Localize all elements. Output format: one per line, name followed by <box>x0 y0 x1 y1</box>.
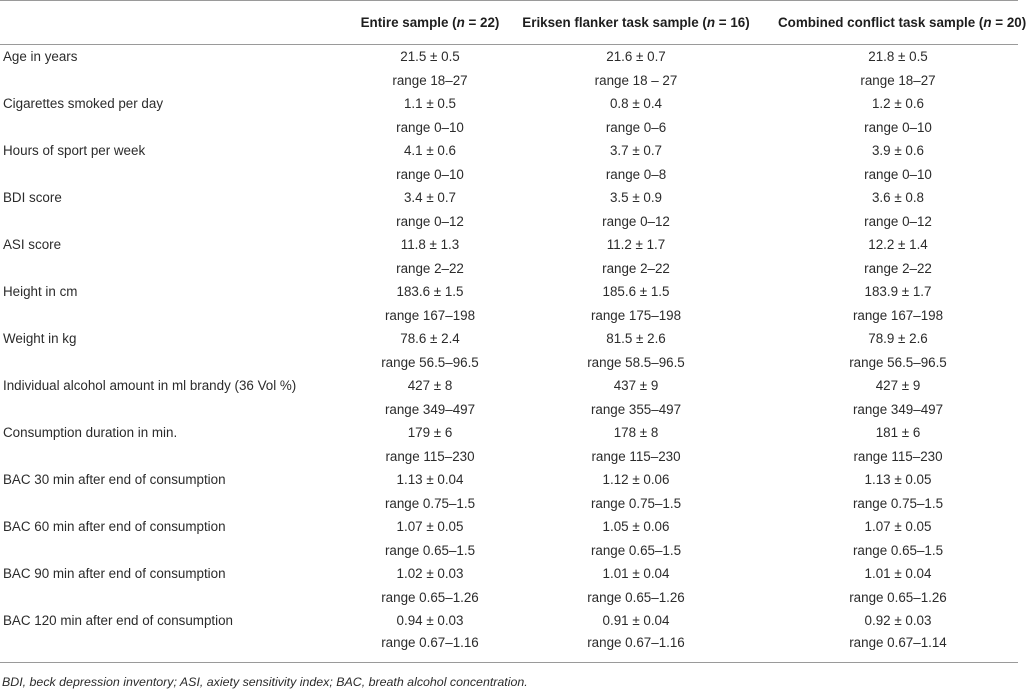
mean-sem-combined: 0.92 ± 0.03 <box>864 613 932 629</box>
mean-sem-combined: 3.9 ± 0.6 <box>871 143 925 159</box>
row-label: BDI score <box>3 190 62 206</box>
range-entire: range 0.67–1.16 <box>318 633 506 663</box>
range-combined: range 167–198 <box>852 307 944 323</box>
range-combined: range 349–497 <box>852 401 944 417</box>
table-row <box>0 515 1018 539</box>
row-label: Cigarettes smoked per day <box>3 96 164 112</box>
row-label-blank <box>0 116 318 140</box>
row-label: Hours of sport per week <box>3 143 146 159</box>
mean-sem-entire: 11.8 ± 1.3 <box>400 237 460 253</box>
row-label-blank <box>0 539 318 563</box>
row-label: BAC 90 min after end of consumption <box>3 566 226 582</box>
mean-sem-eriksen: 437 ± 9 <box>613 378 659 394</box>
mean-sem-entire: 179 ± 6 <box>407 425 453 441</box>
range-combined: range 18–27 <box>860 72 936 88</box>
mean-sem-combined: 1.13 ± 0.05 <box>864 472 932 488</box>
mean-sem-eriksen: 0.91 ± 0.04 <box>602 613 670 629</box>
row-label-blank <box>0 351 318 375</box>
row-label-blank <box>0 398 318 422</box>
row-label: BAC 120 min after end of consumption <box>3 613 234 629</box>
mean-sem-entire: 21.5 ± 0.5 <box>400 49 460 65</box>
range-combined: range 0.75–1.5 <box>852 495 944 511</box>
row-label-blank <box>0 163 318 187</box>
range-eriksen: range 115–230 <box>591 448 681 464</box>
range-combined: range 115–230 <box>853 448 943 464</box>
range-eriksen: range 175–198 <box>590 307 682 323</box>
table-row-range <box>0 398 1018 422</box>
table-header-row <box>0 1 1018 45</box>
table-row <box>0 186 1018 210</box>
table-row-range <box>0 163 1018 187</box>
range-entire: range 0–12 <box>396 213 464 229</box>
mean-sem-eriksen: 11.2 ± 1.7 <box>606 237 666 253</box>
mean-sem-eriksen: 1.01 ± 0.04 <box>602 566 670 582</box>
mean-sem-eriksen: 1.05 ± 0.06 <box>602 519 670 535</box>
row-label: BAC 60 min after end of consumption <box>3 519 226 535</box>
header-entire-sample: Entire sample (n = 22) <box>318 1 506 45</box>
mean-sem-combined: 1.07 ± 0.05 <box>864 519 932 535</box>
row-label: Age in years <box>3 49 78 65</box>
range-entire: range 56.5–96.5 <box>381 354 479 370</box>
row-label-blank <box>0 586 318 610</box>
table-row <box>0 609 1018 633</box>
mean-sem-entire: 1.02 ± 0.03 <box>396 566 464 582</box>
row-label: ASI score <box>3 237 62 253</box>
table-row <box>0 468 1018 492</box>
range-entire: range 0.65–1.26 <box>381 589 479 605</box>
range-eriksen: range 0–12 <box>602 213 670 229</box>
mean-sem-eriksen: 21.6 ± 0.7 <box>606 49 666 65</box>
table-row <box>0 139 1018 163</box>
range-entire: range 0.75–1.5 <box>384 495 476 511</box>
header-combined-conflict-sample: Combined conflict task sample (n = 20) <box>754 1 1018 45</box>
range-eriksen: range 0.67–1.16 <box>506 633 754 663</box>
mean-sem-entire: 4.1 ± 0.6 <box>403 143 457 159</box>
mean-sem-entire: 3.4 ± 0.7 <box>403 190 457 206</box>
mean-sem-eriksen: 178 ± 8 <box>613 425 659 441</box>
range-eriksen: range 58.5–96.5 <box>587 354 685 370</box>
mean-sem-combined: 183.9 ± 1.7 <box>864 284 932 300</box>
table-footnote: BDI, beck depression inventory; ASI, axiety sensitivity index; BAC, breath alcohol concentration. <box>2 675 528 689</box>
range-eriksen: range 0.75–1.5 <box>590 495 682 511</box>
row-label-blank <box>0 492 318 516</box>
mean-sem-entire: 0.94 ± 0.03 <box>396 613 464 629</box>
table-row-range <box>0 586 1018 610</box>
range-entire: range 0–10 <box>396 119 464 135</box>
mean-sem-combined: 78.9 ± 2.6 <box>868 331 928 347</box>
range-eriksen: range 0–8 <box>605 166 667 182</box>
range-combined: range 2–22 <box>864 260 932 276</box>
range-combined: range 56.5–96.5 <box>849 354 947 370</box>
range-entire: range 2–22 <box>396 260 464 276</box>
range-entire: range 0–10 <box>396 166 464 182</box>
table-row <box>0 421 1018 445</box>
range-entire: range 18–27 <box>392 72 468 88</box>
row-label-blank <box>0 69 318 93</box>
mean-sem-combined: 21.8 ± 0.5 <box>868 49 928 65</box>
range-combined: range 0–10 <box>864 119 932 135</box>
mean-sem-eriksen: 0.8 ± 0.4 <box>609 96 663 112</box>
range-entire: range 115–230 <box>385 448 475 464</box>
row-label: Height in cm <box>3 284 78 300</box>
mean-sem-entire: 1.13 ± 0.04 <box>396 472 464 488</box>
row-label: Individual alcohol amount in ml brandy (36 Vol %) <box>3 378 297 394</box>
header-label-cell <box>0 1 318 45</box>
range-combined: range 0.65–1.5 <box>852 542 944 558</box>
mean-sem-combined: 3.6 ± 0.8 <box>871 190 925 206</box>
table-body <box>0 45 1018 663</box>
row-label: Consumption duration in min. <box>3 425 178 441</box>
header-eriksen-flanker-sample: Eriksen flanker task sample (n = 16) <box>506 1 754 45</box>
mean-sem-entire: 183.6 ± 1.5 <box>396 284 464 300</box>
range-entire: range 0.65–1.5 <box>384 542 476 558</box>
table-row <box>0 92 1018 116</box>
mean-sem-combined: 427 ± 9 <box>875 378 921 394</box>
range-eriksen: range 0.65–1.5 <box>590 542 682 558</box>
row-label: BAC 30 min after end of consumption <box>3 472 226 488</box>
row-label-blank <box>0 445 318 469</box>
mean-sem-entire: 1.07 ± 0.05 <box>396 519 464 535</box>
table-row-range <box>0 351 1018 375</box>
table-row-range <box>0 69 1018 93</box>
mean-sem-combined: 1.2 ± 0.6 <box>871 96 925 112</box>
table-row-range <box>0 445 1018 469</box>
mean-sem-eriksen: 3.5 ± 0.9 <box>609 190 663 206</box>
table-row <box>0 562 1018 586</box>
table-row-range <box>0 633 1018 663</box>
table-row <box>0 374 1018 398</box>
row-label-blank <box>0 304 318 328</box>
range-eriksen: range 18 – 27 <box>594 72 678 88</box>
mean-sem-eriksen: 81.5 ± 2.6 <box>606 331 666 347</box>
range-eriksen: range 0–6 <box>605 119 667 135</box>
range-eriksen: range 355–497 <box>590 401 682 417</box>
range-combined: range 0.65–1.26 <box>849 589 947 605</box>
row-label-blank <box>0 257 318 281</box>
range-combined: range 0.67–1.14 <box>754 633 1018 663</box>
range-entire: range 167–198 <box>384 307 476 323</box>
range-entire: range 349–497 <box>384 401 476 417</box>
row-label-blank <box>0 633 318 663</box>
mean-sem-eriksen: 3.7 ± 0.7 <box>609 143 663 159</box>
table-row-range <box>0 210 1018 234</box>
mean-sem-combined: 12.2 ± 1.4 <box>868 237 928 253</box>
table-row <box>0 233 1018 257</box>
row-label-blank <box>0 210 318 234</box>
range-eriksen: range 0.65–1.26 <box>587 589 685 605</box>
table-row <box>0 280 1018 304</box>
mean-sem-entire: 1.1 ± 0.5 <box>403 96 457 112</box>
mean-sem-combined: 1.01 ± 0.04 <box>864 566 932 582</box>
table-row-range <box>0 304 1018 328</box>
mean-sem-combined: 181 ± 6 <box>875 425 921 441</box>
table-row <box>0 327 1018 351</box>
table-row-range <box>0 492 1018 516</box>
row-label: Weight in kg <box>3 331 77 347</box>
table-row-range <box>0 257 1018 281</box>
mean-sem-entire: 78.6 ± 2.4 <box>400 331 460 347</box>
range-combined: range 0–10 <box>864 166 932 182</box>
table-row <box>0 45 1018 69</box>
range-combined: range 0–12 <box>864 213 932 229</box>
range-eriksen: range 2–22 <box>602 260 670 276</box>
table-row-range <box>0 116 1018 140</box>
mean-sem-entire: 427 ± 8 <box>407 378 453 394</box>
mean-sem-eriksen: 1.12 ± 0.06 <box>602 472 670 488</box>
table-row-range <box>0 539 1018 563</box>
mean-sem-eriksen: 185.6 ± 1.5 <box>602 284 670 300</box>
